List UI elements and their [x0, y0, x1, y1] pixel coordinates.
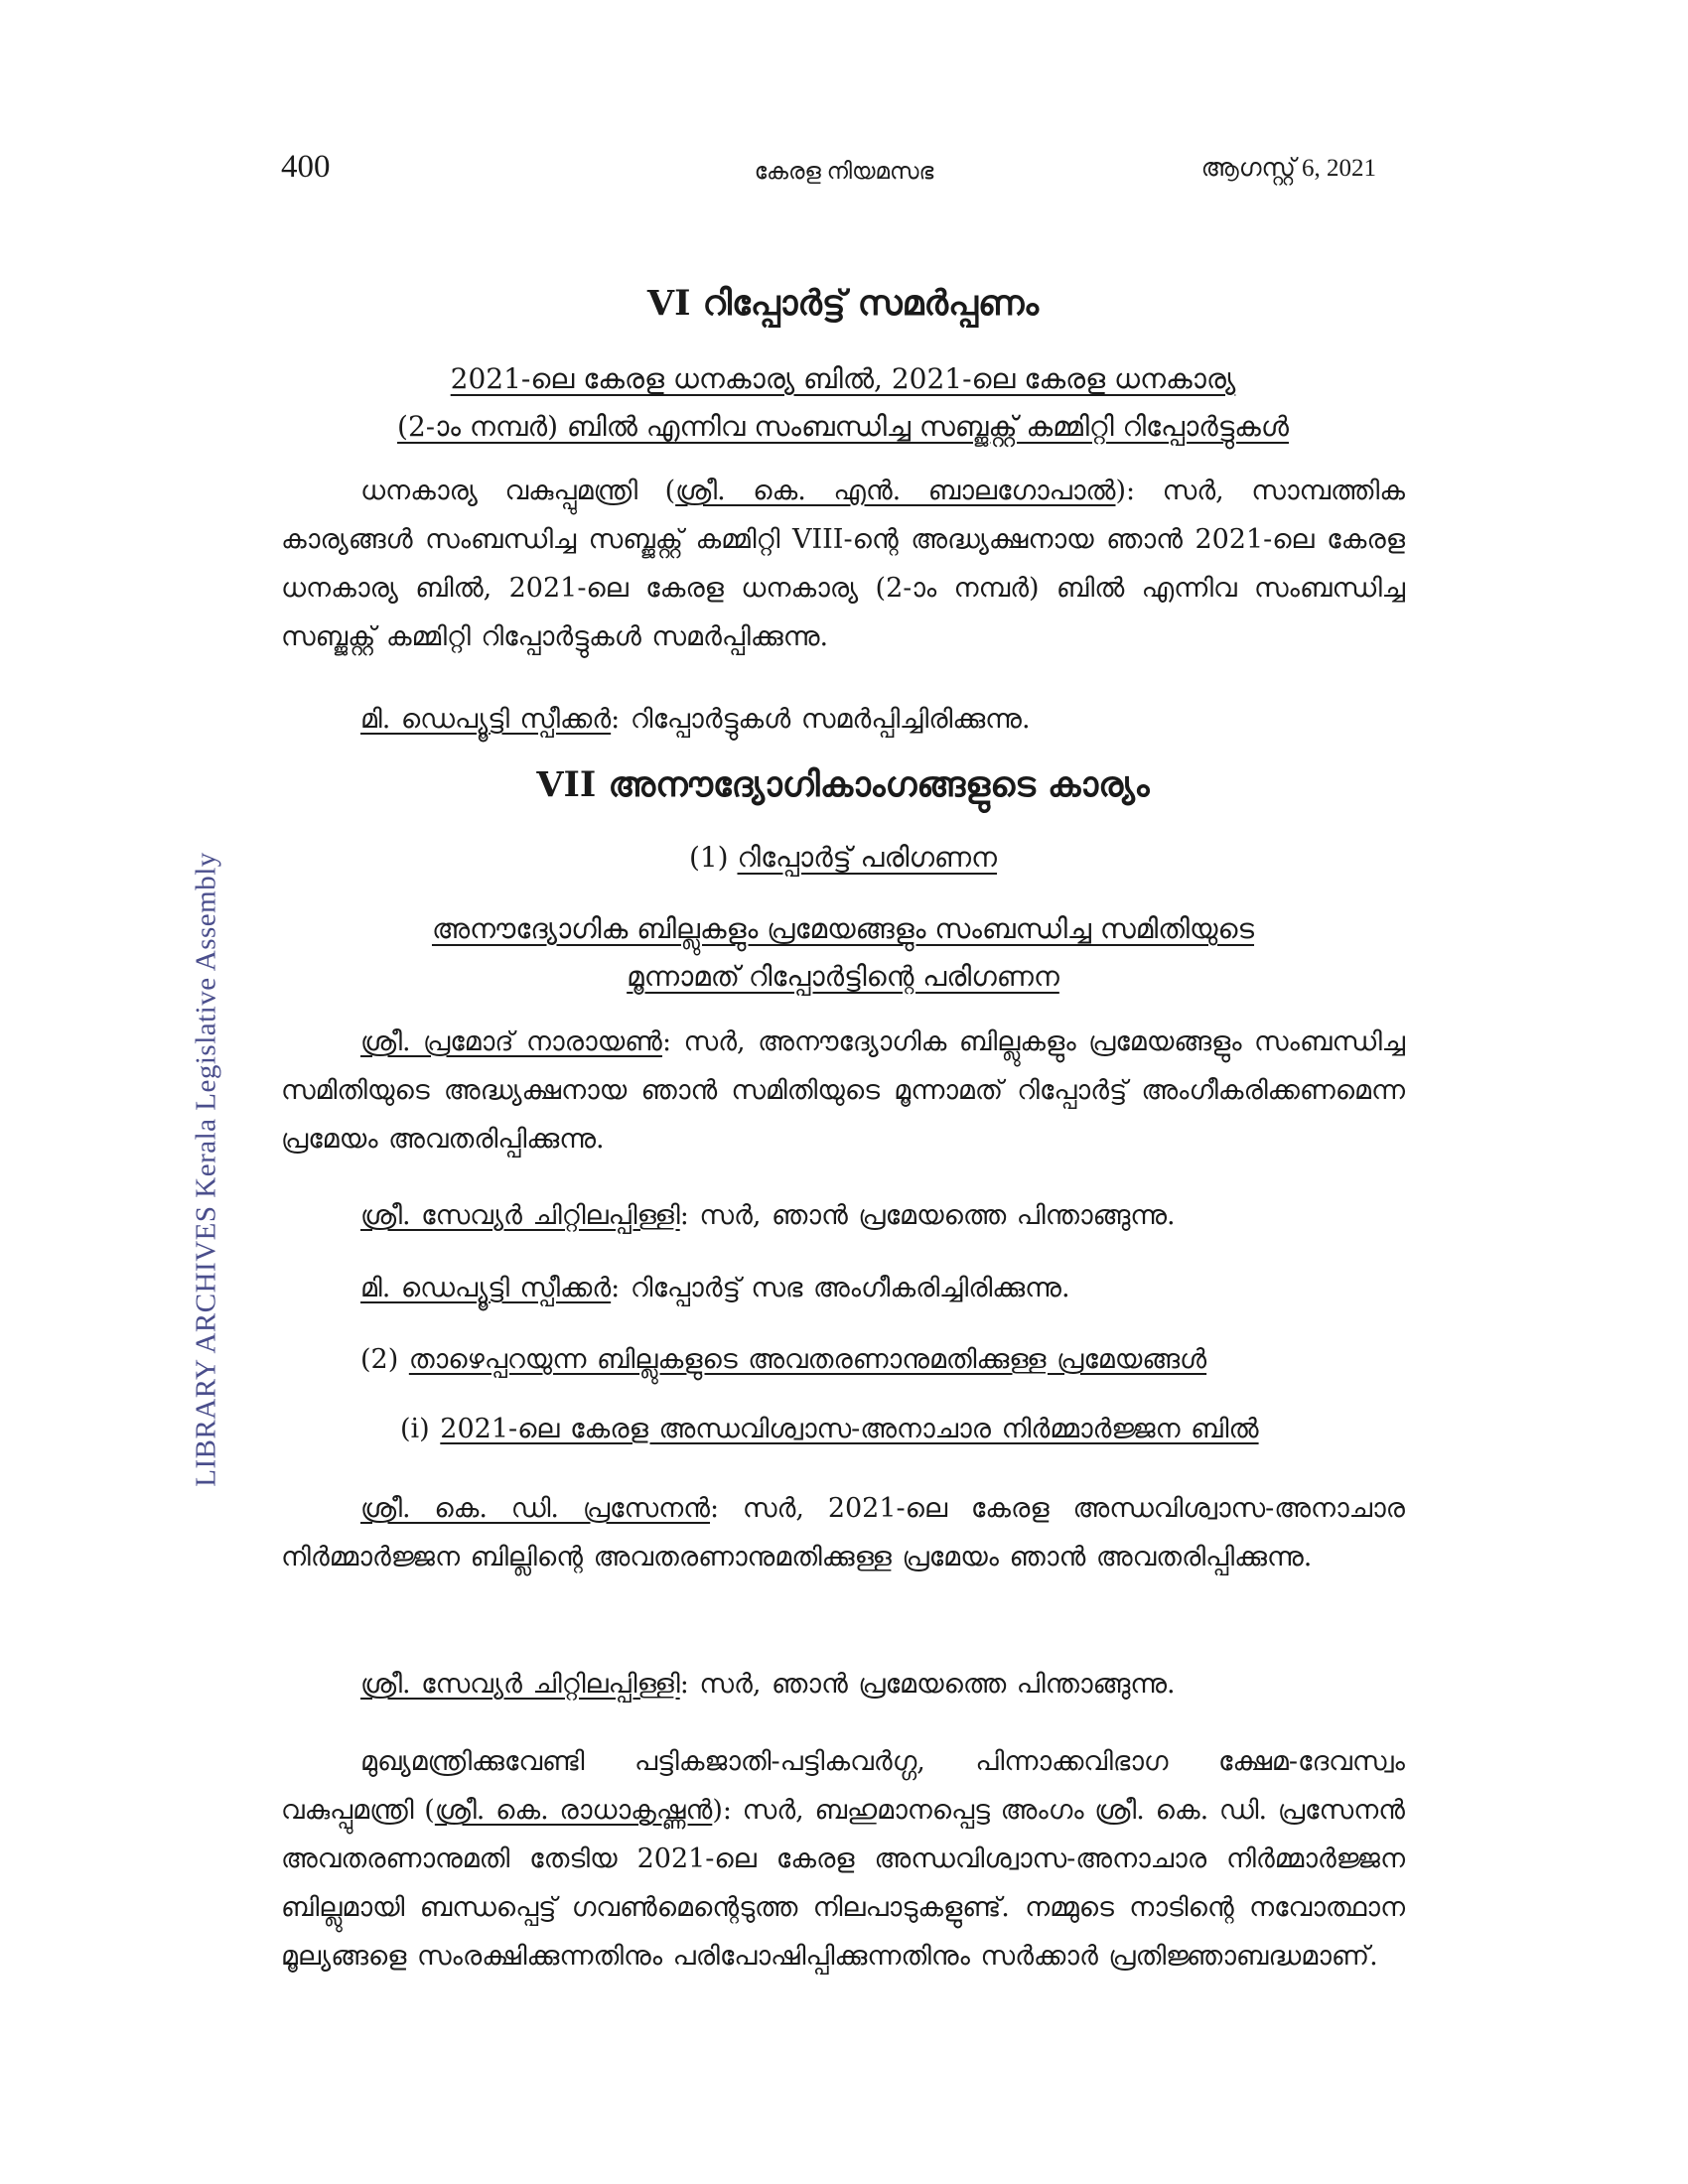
speaker-name: ശ്രീ. കെ. ഡി. പ്രസേനൻ — [360, 1493, 710, 1524]
subsection-number: (1) — [688, 841, 738, 874]
section-6-heading: VI റിപ്പോർട്ട് സമർപ്പണം — [646, 283, 1040, 324]
paragraph-text: ): സർ, ബഹുമാനപ്പെട്ട അംഗം ശ്രീ. കെ. ഡി. പ്രസേനൻ അവതരണാനുമതി തേടിയ 2021-ലെ കേരള അന്ധവിശ്വാസ-അനാചാര നിർമ്മാർജ്ജന ബില്ലുമായി ബന്ധപ്പെട്ട് ഗവൺമെന്റെടുത്ത നിലപാടുകളുണ്ട്. നമ്മുടെ നാടിന്റെ നവോത്ഥാന മൂല്യങ്ങളെ സംരക്ഷിക്കുന്നതിനും പരിപോഷിപ്പിക്കുന്നതിനും സർക്കാർ പ്രതിജ്ഞാബദ്ധമാണ്. — [281, 1795, 1405, 1972]
paragraph-deputy-speaker-1 — [281, 695, 1405, 744]
paragraph-text: : റിപ്പോർട്ടുകൾ സമർപ്പിച്ചിരിക്കുന്നു. — [611, 704, 1031, 735]
subsection-number: (2) — [360, 1344, 409, 1375]
paragraph-prefix: മുഖ്യമന്ത്രിക്കുവേണ്ടി പട്ടികജാതി-പട്ടികവർഗ്ഗ, പിന്നാക്കവിഭാഗ ക്ഷേമ-ദേവസ്വം വകുപ്പുമന്ത്രി ( — [281, 1746, 1405, 1826]
paragraph-xavier-1 — [281, 1191, 1405, 1240]
paragraph-text: : സർ, ഞാൻ പ്രമേയത്തെ പിന്താങ്ങുന്നു. — [679, 1200, 1176, 1231]
paragraph-pramod-narayan — [281, 1018, 1405, 1163]
subsection-number: (i) — [400, 1414, 441, 1444]
speaker-name: ശ്രീ. സേവ്യർ ചിറ്റിലപ്പിള്ളി — [360, 1669, 680, 1700]
library-archives-watermark: LIBRARY ARCHIVES Kerala Legislative Assembly — [190, 852, 222, 1487]
subheading-line-2: മൂന്നാമത് റിപ്പോർട്ടിന്റെ പരിഗണന — [627, 960, 1059, 993]
paragraph-finance-minister — [281, 467, 1405, 661]
subsection-1-subheading — [281, 905, 1405, 1001]
running-header-date: ആഗസ്റ്റ് 6, 2021 — [1200, 155, 1376, 182]
paragraph-text: : സർ, ഞാൻ പ്രമേയത്തെ പിന്താങ്ങുന്നു. — [679, 1669, 1176, 1700]
subheading-line-1: 2021-ലെ കേരള ധനകാര്യ ബിൽ, 2021-ലെ കേരള ധനകാര്യ — [450, 362, 1236, 395]
subsection-2i-heading — [281, 1405, 1405, 1453]
speaker-name: മി. ഡെപ്യൂട്ടി സ്പീക്കർ — [360, 704, 612, 735]
paragraph-text: : റിപ്പോർട്ട് സഭ അംഗീകരിച്ചിരിക്കുന്നു. — [611, 1273, 1070, 1303]
running-header-title: കേരള നിയമസഭ — [754, 159, 934, 184]
paragraph-text: : സർ, 2021-ലെ കേരള അന്ധവിശ്വാസ-അനാചാര നിർമ്മാർജ്ജന ബില്ലിന്റെ അവതരണാനുമതിക്കുള്ള പ്രമേയം ഞാൻ അവതരിപ്പിക്കുന്നു. — [281, 1493, 1405, 1572]
paragraph-text: : സർ, അനൗദ്യോഗിക ബില്ലുകളും പ്രമേയങ്ങളും സംബന്ധിച്ച സമിതിയുടെ അദ്ധ്യക്ഷനായ ഞാൻ സമിതിയുടെ മൂന്നാമത് റിപ്പോർട്ട് അംഗീകരിക്കണമെന്ന പ്രമേയം അവതരിപ്പിക്കുന്നു. — [281, 1026, 1405, 1155]
subsection-2-heading — [281, 1335, 1405, 1384]
section-7-heading: VII അനൗദ്യോഗികാംഗങ്ങളുടെ കാര്യം — [536, 764, 1150, 805]
subsection-title: താഴെപ്പറയുന്ന ബില്ലുകളുടെ അവതരണാനുമതിക്കുള്ള പ്രമേയങ്ങൾ — [408, 1344, 1207, 1375]
subheading-line-2: (2-ാം നമ്പർ) ബിൽ എന്നിവ സംബന്ധിച്ച സബ്ജക്റ്റ് കമ്മിറ്റി റിപ്പോർട്ടുകൾ — [397, 410, 1289, 443]
paragraph-prefix: ധനകാര്യ വകുപ്പുമന്ത്രി ( — [360, 476, 676, 506]
subheading-line-1: അനൗദ്യോഗിക ബില്ലുകളും പ്രമേയങ്ങളും സംബന്ധിച്ച സമിതിയുടെ — [431, 912, 1255, 945]
speaker-name: ശ്രീ. കെ. രാധാകൃഷ്ണൻ — [434, 1795, 713, 1826]
speaker-name: ശ്രീ. പ്രമോദ് നാരായൺ — [360, 1026, 662, 1057]
speaker-name: ശ്രീ. സേവ്യർ ചിറ്റിലപ്പിള്ളി — [360, 1200, 680, 1231]
page-number: 400 — [281, 149, 331, 185]
paragraph-text: ): സർ, സാമ്പത്തിക കാര്യങ്ങൾ സംബന്ധിച്ച സബ്ജക്റ്റ് കമ്മിറ്റി VIII-ന്റെ അദ്ധ്യക്ഷനായ ഞാൻ 2021-ലെ കേരള ധനകാര്യ ബിൽ, 2021-ലെ കേരള ധനകാര്യ (2-ാം നമ്പർ) ബിൽ എന്നിവ സംബന്ധിച്ച സബ്ജക്റ്റ് കമ്മിറ്റി റിപ്പോർട്ടുകൾ സമർപ്പിക്കുന്നു. — [281, 476, 1405, 652]
paragraph-deputy-speaker-2 — [281, 1264, 1405, 1312]
speaker-name: മി. ഡെപ്യൂട്ടി സ്പീക്കർ — [360, 1273, 612, 1303]
subsection-title: 2021-ലെ കേരള അന്ധവിശ്വാസ-അനാചാര നിർമ്മാർജ്ജന ബിൽ — [440, 1414, 1259, 1444]
paragraph-radhakrishnan — [281, 1737, 1405, 1980]
section-6-subheading — [281, 355, 1405, 451]
speaker-name: ശ്രീ. കെ. എൻ. ബാലഗോപാൽ — [675, 476, 1116, 506]
subsection-1-heading — [281, 834, 1405, 882]
paragraph-prasenan — [281, 1484, 1405, 1581]
paragraph-xavier-2 — [281, 1660, 1405, 1708]
subsection-title: റിപ്പോർട്ട് പരിഗണന — [737, 841, 998, 874]
